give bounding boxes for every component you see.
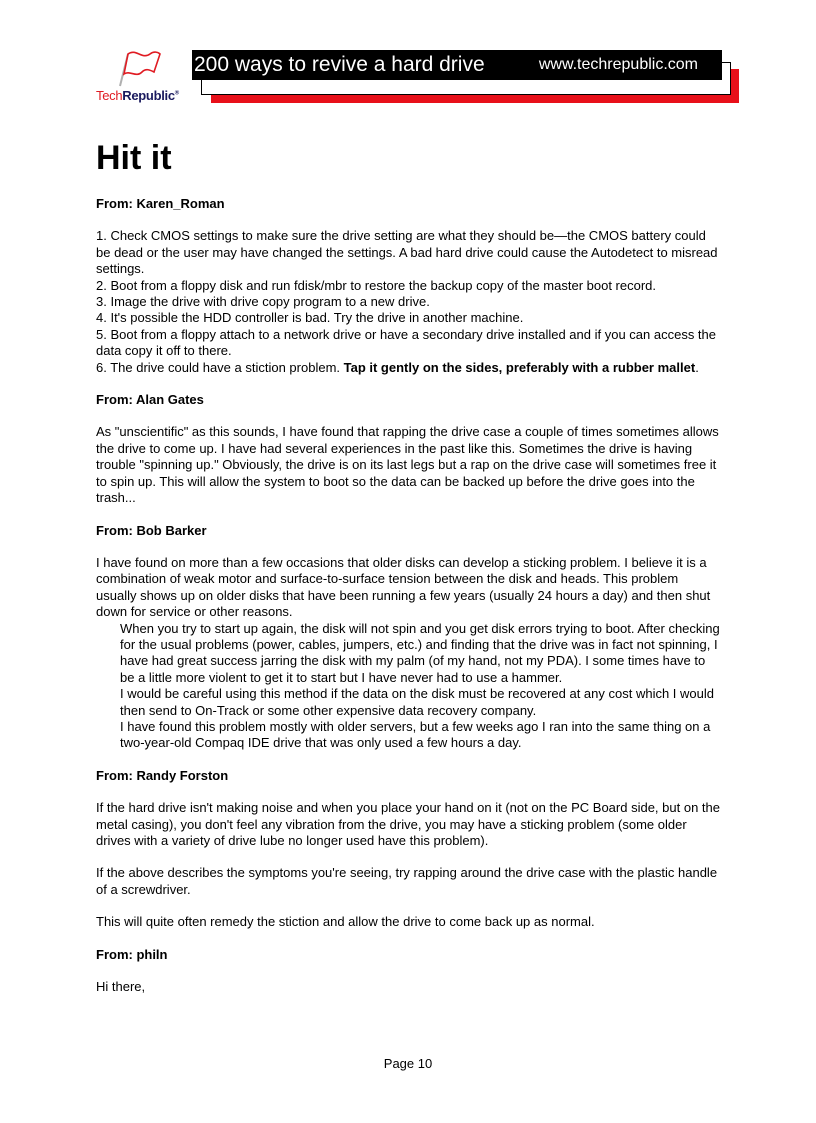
list-item: 1. Check CMOS settings to make sure the drive setting are what they should be—the CMOS battery could be dead or the user may have changed the settings. A bad hard drive could cause the Autodetect to misread settings. <box>96 228 718 277</box>
indented-paragraph: I would be careful using this method if the data on the disk must be recovered at any cost which I would then send to On-Track or some other expensive data recovery company. <box>120 686 714 718</box>
list-item: 2. Boot from a floppy disk and run fdisk/mbr to restore the backup copy of the master boot record. <box>96 277 657 293</box>
list-item: 6. The drive could have a stiction problem. Tap it gently on the sides, preferably with a rubber mallet. <box>96 359 699 375</box>
article-body <box>96 138 722 995</box>
indented-paragraph: I have found this problem mostly with older servers, but a few weeks ago I ran into the same thing on a two-year-old Compaq IDE drive that was only used a few hours a day. <box>120 718 711 751</box>
author-karen: From: Karen_Roman <box>96 196 225 211</box>
techrepublic-logo <box>96 48 188 108</box>
header-bar <box>192 50 722 80</box>
author-alan: From: Alan Gates <box>96 392 204 408</box>
bob-body: I have found on more than a few occasions that older disks can develop a sticking problem. I believe it is a combination of weak motor and surface-to-surface tension between the disk and heads. This problem usually shows up on older disks that have been running a few years (usually 24 hours a day) and then shut down for service or other reasons. <box>96 554 711 620</box>
indented-paragraph: When you try to start up again, the disk will not spin and you get disk errors trying to boot. After checking for the usual problems (power, cables, jumpers, etc.) and finding that the drive was in fact not spinning, I have had great success jarring the disk with my palm (of my hand, not my PDA). I some times have to be a little more violent to get it to start but I have never had to use a hammer. <box>120 620 720 685</box>
author-randy: From: Randy Forston <box>96 767 229 783</box>
alan-body: As "unscientific" as this sounds, I have found that rapping the drive case a couple of times sometimes allows the drive to come up. I have had several experiences in the past like this. Sometimes the drive is having trouble "spinning up." Obviously, the drive is on its last legs but a rap on the drive case will sometimes free it to spin up. This will allow the system to boot so the data can be backed up before the drive goes into the trash... <box>96 424 719 506</box>
randy-paragraph: If the above describes the symptoms you're seeing, try rapping around the drive case with the plastic handle of a screwdriver. <box>96 865 718 897</box>
philn-body: Hi there, <box>96 979 146 995</box>
page-number: Page 10 <box>383 1056 433 1071</box>
list-item: 5. Boot from a floppy attach to a network drive or have a secondary drive installed and if you can access the data copy it off to there. <box>96 326 717 359</box>
header-title: 200 ways to revive a hard drive <box>194 53 485 76</box>
logo-wordmark: TechRepublic® <box>96 88 179 103</box>
karen-list <box>96 228 722 376</box>
randy-paragraph: If the hard drive isn't making noise and when you place your hand on it (not on the PC Board side, but on the metal casing), you don't feel any vibration from the drive, you may have a sticking problem (some older drives with a variety of drive lube no longer used have this problem). <box>96 800 720 848</box>
randy-paragraph: This will quite often remedy the stiction and allow the drive to come back up as normal. <box>96 914 595 930</box>
list-item: 3. Image the drive with drive copy program to a new drive. <box>96 294 430 310</box>
author-philn: From: philn <box>96 946 168 962</box>
header-url: www.techrepublic.com <box>538 56 698 73</box>
page-title: Hit it <box>96 139 172 177</box>
author-bob: From: Bob Barker <box>96 522 207 538</box>
list-item: 4. It's possible the HDD controller is bad. Try the drive in another machine. <box>96 310 524 326</box>
flag-icon <box>114 48 164 88</box>
bold-tip: Tap it gently on the sides, preferably with a rubber mallet <box>343 359 696 375</box>
bob-block <box>96 555 722 752</box>
